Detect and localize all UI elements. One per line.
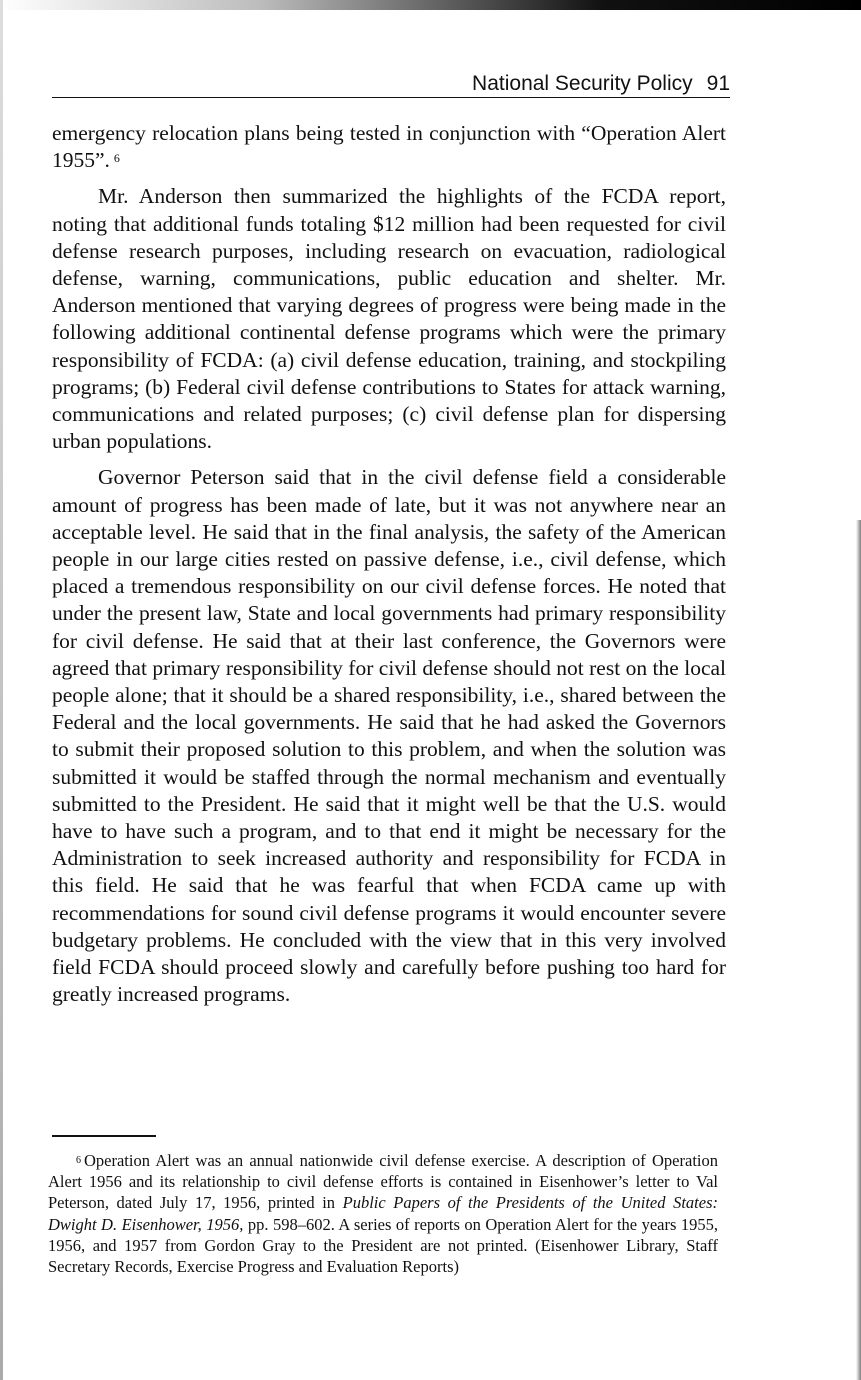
paragraph-anderson: Mr. Anderson then summarized the highlights of the FCDA report, noting that additional funds totaling $12 million had been requested for civil defense research purposes, including research on evacuation, radiological defense, warning, communications, public education and shelter. Mr. Anderson mentioned that varying degrees of progress were being made in the following additional continental defense programs which were the primary responsibility of FCDA: (a) civil defense education, training, and stockpiling programs; (b) Federal civil defense contributions to States for attack warning, communications and related purposes; (c) civil defense plan for dispersing urban populations.	[52, 184, 726, 454]
scan-right-edge	[856, 520, 861, 1380]
footnote-reference[interactable]: 6	[113, 151, 120, 166]
footnote-divider	[52, 1135, 156, 1137]
paragraph-peterson: Governor Peterson said that in the civil defense field a considerable amount of progress has been made of late, but it was not anywhere near an acceptable level. He said that in the final analysis, the safety of the American people in our large cities rested on passive defense, i.e., civil defense, which placed a tremendous responsibility on our civil defense forces. He noted that under the present law, State and local governments had primary responsibility for civil defense. He said that at their last conference, the Governors were agreed that primary responsibility for civil defense should not rest on the local people alone; that it should be a shared responsibility, i.e., shared between the Federal and the local governments. He said that he had asked the Governors to submit their proposed solution to this problem, and when the solution was submitted it would be staffed through the normal mechanism and eventually submitted to the President. He said that it might well be that the U.S. would have to have such a program, and to that end it might be necessary for the Administration to seek increased authority and responsibility for FCDA in this field. He said that he was fearful that when FCDA came up with recommendations for sound civil defense programs it would encounter severe budgetary problems. He concluded with the view that in this very involved field FCDA should proceed slowly and carefully before pushing too hard for greatly increased programs.	[52, 465, 726, 1007]
scan-top-edge	[0, 0, 861, 10]
running-header	[52, 70, 730, 98]
paragraph-1-text: emergency relocation plans being tested in conjunction with “Operation Alert 1955”.	[52, 121, 726, 173]
footnote-publication-title: Public Papers of the Presidents of the United States: Dwight D. Eisenhower, 1956,	[48, 1193, 718, 1234]
paragraph-continuation	[52, 120, 726, 174]
running-title: National Security Policy	[472, 72, 693, 95]
page-number: 91	[706, 72, 730, 95]
footnote-text-start: Operation Alert was an annual nationwide civil defense exercise. A description of Operation Alert 1956 and its relationship to civil defense efforts is contained in Eisenhower’s letter to Val Peterson, dated July 17, 1956, printed in	[48, 1151, 718, 1213]
footnote-number: 6	[76, 1155, 81, 1166]
body-text	[52, 120, 726, 1009]
scan-left-edge	[0, 0, 3, 1380]
footnote-text-end: pp. 598–602. A series of reports on Operation Alert for the years 1955, 1956, and 1957 from Gordon Gray to the President are not printed. (Eisenhower Library, Staff Secretary Records, Exercise Progress and Evaluation Reports)	[48, 1214, 718, 1277]
footnote-6	[48, 1150, 718, 1277]
